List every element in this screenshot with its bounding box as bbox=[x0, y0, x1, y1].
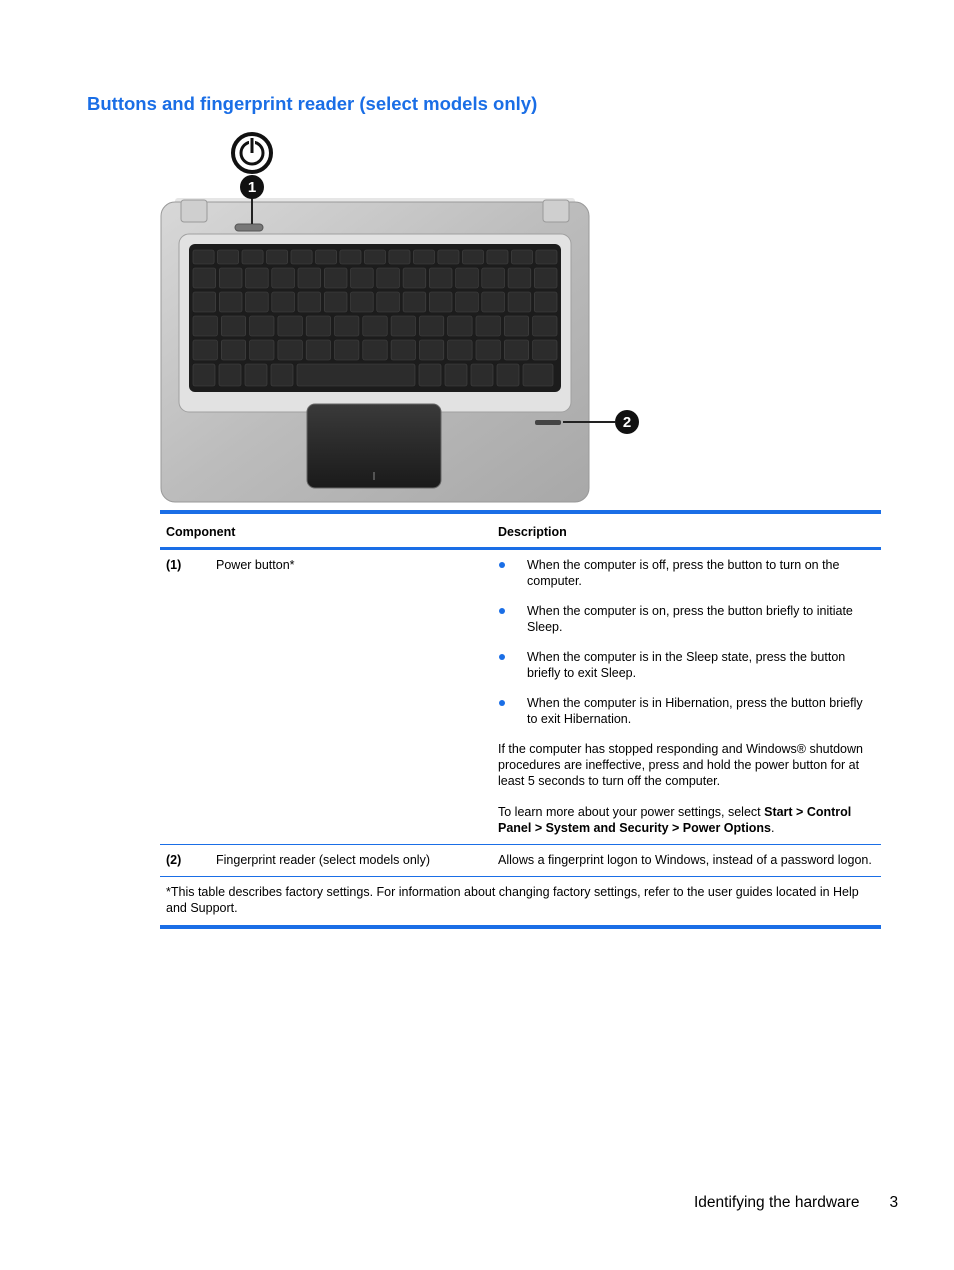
list-item: When the computer is on, press the button briefly to initiate Sleep. bbox=[498, 603, 875, 635]
keyboard-key bbox=[351, 292, 374, 312]
keyboard-key bbox=[476, 340, 500, 360]
keyboard-key bbox=[219, 268, 242, 288]
keyboard-key bbox=[272, 268, 295, 288]
keyboard-key bbox=[497, 364, 519, 386]
keyboard-key bbox=[456, 292, 479, 312]
component-description: Allows a fingerprint logon to Windows, instead of a password logon. bbox=[492, 845, 881, 877]
keyboard-key bbox=[363, 340, 387, 360]
keyboard-key bbox=[487, 250, 508, 264]
keyboard-key bbox=[298, 292, 321, 312]
keyboard-key bbox=[306, 316, 330, 336]
left-hinge bbox=[181, 200, 207, 222]
page-title: Buttons and fingerprint reader (select models only) bbox=[87, 93, 538, 114]
keyboard-key bbox=[364, 250, 385, 264]
keyboard-key bbox=[533, 316, 557, 336]
power-icon bbox=[233, 134, 271, 172]
component-name: Power button* bbox=[210, 549, 492, 845]
component-description bbox=[492, 549, 881, 845]
keyboard-key bbox=[272, 292, 295, 312]
keyboard-key bbox=[403, 268, 426, 288]
keyboard-key bbox=[219, 364, 241, 386]
table-footnote: *This table describes factory settings. For information about changing factory settings, refer to the user guides located in Help and Support. bbox=[160, 877, 881, 928]
footer-section-title: Identifying the hardware bbox=[694, 1194, 860, 1211]
keyboard-key bbox=[523, 364, 553, 386]
page-number: 3 bbox=[889, 1194, 899, 1211]
keyboard-key bbox=[462, 250, 483, 264]
keyboard-key bbox=[221, 316, 245, 336]
list-item: When the computer is off, press the button to turn on the computer. bbox=[498, 557, 875, 589]
keyboard-key bbox=[335, 340, 359, 360]
keyboard-key bbox=[193, 364, 215, 386]
keyboard-key bbox=[219, 292, 242, 312]
keyboard-key bbox=[533, 340, 557, 360]
description-paragraph: If the computer has stopped responding and Windows® shutdown procedures are ineffective, press and hold the power button for at least 5 seconds to turn off the computer. bbox=[498, 742, 863, 788]
keyboard-key bbox=[306, 340, 330, 360]
bullet-list bbox=[498, 557, 875, 727]
row-number: (1) bbox=[160, 549, 210, 845]
callout-2-badge bbox=[615, 410, 639, 434]
keyboard-key bbox=[324, 292, 347, 312]
keyboard-key bbox=[448, 340, 472, 360]
keyboard-key bbox=[504, 316, 528, 336]
keyboard-key bbox=[508, 268, 531, 288]
keyboard-key bbox=[218, 250, 239, 264]
keyboard-key bbox=[511, 250, 532, 264]
list-item: When the computer is in the Sleep state, press the button briefly to exit Sleep. bbox=[498, 649, 875, 681]
power-button-shape bbox=[235, 224, 263, 231]
keyboard-key bbox=[250, 316, 274, 336]
page-footer bbox=[694, 1194, 898, 1212]
keyboard-key bbox=[429, 292, 452, 312]
list-item: When the computer is in Hibernation, press the button briefly to exit Hibernation. bbox=[498, 695, 875, 727]
keyboard-key bbox=[291, 250, 312, 264]
keyboard-key bbox=[298, 268, 321, 288]
table-row bbox=[160, 845, 881, 877]
keyboard-key bbox=[508, 292, 531, 312]
description-paragraph: To learn more about your power settings, select Start > Control Panel > System and Security > Power Options. bbox=[498, 805, 852, 835]
laptop-top-view bbox=[155, 128, 655, 506]
keyboard-key bbox=[278, 316, 302, 336]
component-name: Fingerprint reader (select models only) bbox=[210, 845, 492, 877]
right-hinge bbox=[543, 200, 569, 222]
callout-2-label: 2 bbox=[622, 414, 632, 431]
header-component: Component bbox=[160, 512, 492, 549]
keyboard-key bbox=[391, 340, 415, 360]
keyboard-key bbox=[267, 250, 288, 264]
callout-1-label: 1 bbox=[247, 179, 257, 196]
keyboard-key bbox=[536, 250, 557, 264]
menu-path: Start > Control Panel > System and Security > Power Options bbox=[498, 805, 852, 835]
bullet-icon bbox=[499, 608, 505, 614]
row-number: (2) bbox=[160, 845, 210, 877]
callout-1-badge bbox=[240, 175, 264, 199]
keyboard-key bbox=[335, 316, 359, 336]
keyboard-key bbox=[456, 268, 479, 288]
keyboard-key bbox=[193, 268, 216, 288]
keyboard-key bbox=[242, 250, 263, 264]
table-row bbox=[160, 549, 881, 845]
keyboard-key bbox=[340, 250, 361, 264]
keyboard-key bbox=[389, 250, 410, 264]
keyboard-key bbox=[324, 268, 347, 288]
keyboard-key bbox=[438, 250, 459, 264]
keyboard-key bbox=[250, 340, 274, 360]
keyboard-key bbox=[504, 340, 528, 360]
keyboard-key bbox=[534, 292, 557, 312]
keyboard-key bbox=[377, 268, 400, 288]
keyboard-key bbox=[316, 250, 337, 264]
fingerprint-reader-shape bbox=[535, 420, 561, 425]
keyboard-key bbox=[534, 268, 557, 288]
keyboard-key bbox=[271, 364, 293, 386]
keyboard-key bbox=[351, 268, 374, 288]
bullet-icon bbox=[499, 562, 505, 568]
keyboard-key bbox=[482, 268, 505, 288]
component-table bbox=[160, 510, 881, 929]
keyboard-key bbox=[391, 316, 415, 336]
bullet-icon bbox=[499, 654, 505, 660]
keyboard-key bbox=[297, 364, 415, 386]
keyboard-key bbox=[413, 250, 434, 264]
keyboard-key bbox=[445, 364, 467, 386]
laptop-illustration bbox=[155, 128, 655, 506]
keyboard-key bbox=[363, 316, 387, 336]
keyboard-key bbox=[419, 364, 441, 386]
header-description: Description bbox=[492, 512, 881, 549]
keyboard-key bbox=[419, 316, 443, 336]
table-footnote-row bbox=[160, 877, 881, 928]
keyboard-key bbox=[246, 268, 269, 288]
keyboard-key bbox=[419, 340, 443, 360]
bullet-icon bbox=[499, 700, 505, 706]
keyboard-key bbox=[245, 364, 267, 386]
keyboard-key bbox=[448, 316, 472, 336]
keyboard-key bbox=[471, 364, 493, 386]
keyboard-key bbox=[221, 340, 245, 360]
keyboard-key bbox=[403, 292, 426, 312]
keyboard-key bbox=[429, 268, 452, 288]
keyboard-key bbox=[193, 292, 216, 312]
keyboard-key bbox=[193, 340, 217, 360]
keyboard-key bbox=[193, 250, 214, 264]
keyboard-key bbox=[278, 340, 302, 360]
keyboard-key bbox=[377, 292, 400, 312]
keyboard-key bbox=[246, 292, 269, 312]
keyboard-key bbox=[193, 316, 217, 336]
keyboard-key bbox=[476, 316, 500, 336]
keyboard-key bbox=[482, 292, 505, 312]
